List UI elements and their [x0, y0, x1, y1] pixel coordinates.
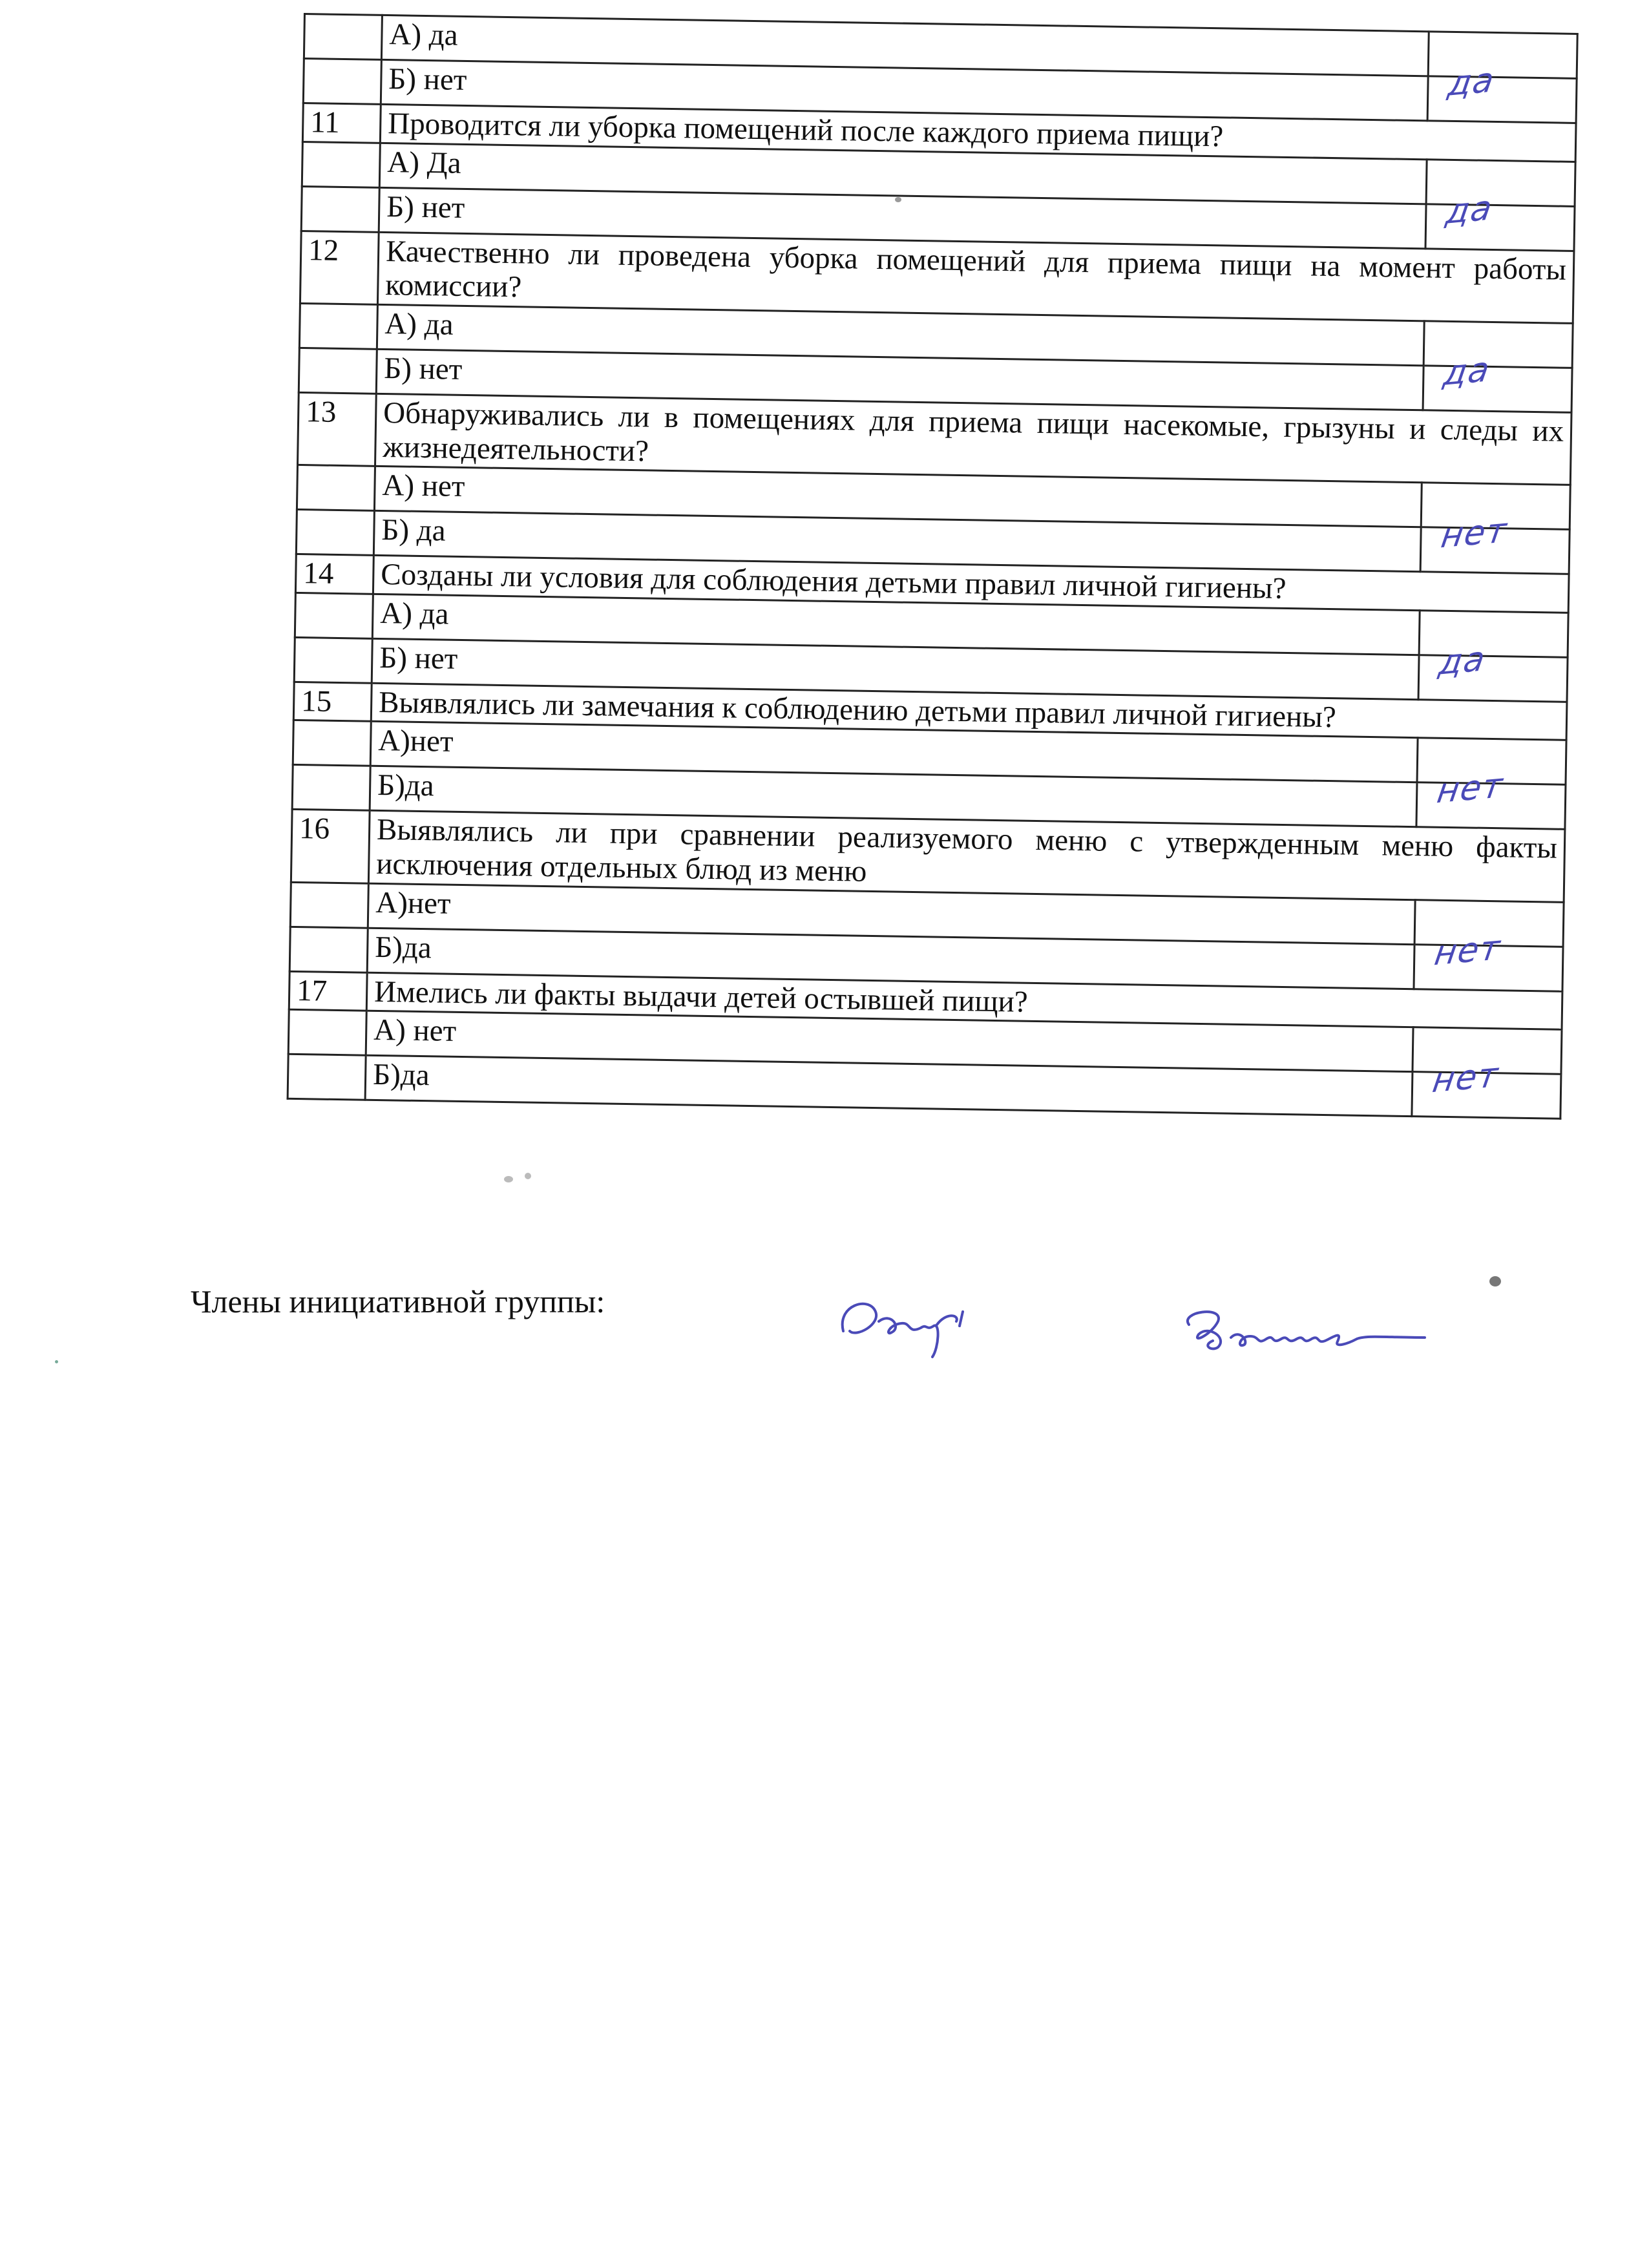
question-text: Выявлялись ли замечания к соблюдению детьми правил личной гигиены?: [371, 683, 1567, 740]
survey-table-wrapper: [287, 13, 1577, 1120]
answer-cell: [1418, 639, 1568, 702]
scan-speck: [895, 197, 901, 202]
initiative-group-label: Члены инициативной группы:: [191, 1283, 605, 1319]
question-text: Обнаруживались ли в помещениях для приема пищи насекомые, грызуны и следы их жизнедеятельности?: [375, 394, 1571, 485]
scan-speck: [1489, 1276, 1501, 1286]
handwritten-answer: нет: [1438, 510, 1511, 556]
answer-cell: [1427, 60, 1577, 123]
signature-2: [1173, 1299, 1444, 1383]
question-number: [304, 14, 382, 60]
option-text: А) да: [377, 304, 1424, 365]
answer-cell: [1425, 188, 1575, 251]
answer-cell: [1420, 510, 1570, 574]
handwritten-answer: нет: [1431, 928, 1504, 974]
question-number: 15: [293, 682, 372, 722]
question-number: [288, 1055, 366, 1100]
option-text: Б) нет: [379, 187, 1426, 248]
question-text: Имелись ли факты выдачи детей остывшей пищи?: [366, 972, 1562, 1030]
question-number: [289, 927, 368, 972]
question-number: [290, 882, 368, 928]
option-text: Б) нет: [381, 59, 1428, 120]
survey-table: [287, 13, 1579, 1120]
question-text: Созданы ли условия для соблюдения детьми правил личной гигиены?: [373, 555, 1569, 613]
option-text: Б) да: [373, 510, 1421, 571]
question-number: [296, 510, 374, 556]
question-text: Проводится ли уборка помещений после каждого приема пищи?: [380, 104, 1576, 162]
question-text: Выявлялись ли при сравнении реализуемого меню с утвержденным меню факты исключения отдельных блюд из меню: [368, 811, 1565, 902]
option-text: А)нет: [370, 722, 1418, 782]
option-text: Б) нет: [376, 349, 1423, 410]
answer-cell: [1416, 766, 1566, 830]
question-number: 14: [295, 554, 373, 594]
option-text: А) нет: [374, 466, 1422, 527]
option-text: А) нет: [366, 1011, 1413, 1071]
question-number: [295, 593, 373, 638]
survey-table-body: [288, 14, 1577, 1119]
handwritten-answer: нет: [1429, 1055, 1502, 1101]
handwritten-answer: нет: [1434, 766, 1507, 812]
scan-speck: [504, 1176, 513, 1182]
handwritten-answer: да: [1436, 639, 1489, 683]
question-number: 17: [289, 971, 367, 1011]
option-text: А) Да: [379, 143, 1427, 204]
question-text: Качественно ли проведена уборка помещений для приема пищи на момент работы комиссии?: [377, 232, 1574, 323]
option-text: Б)да: [367, 928, 1414, 989]
option-text: Б)да: [365, 1055, 1413, 1116]
option-text: Б) нет: [372, 638, 1419, 699]
question-number: [301, 186, 379, 232]
option-text: А)нет: [368, 883, 1415, 944]
handwritten-answer: да: [1445, 60, 1498, 105]
option-text: А) да: [372, 594, 1420, 655]
answer-cell: [1423, 350, 1572, 413]
question-number: [288, 1010, 366, 1056]
option-text: Б)да: [370, 766, 1417, 827]
question-number: [303, 59, 381, 105]
question-number: 16: [291, 810, 370, 883]
handwritten-answer: да: [1443, 188, 1496, 232]
answer-cell: [1412, 1055, 1561, 1119]
question-number: 11: [302, 103, 381, 143]
answer-cell: [1414, 928, 1563, 991]
option-text: А) да: [381, 15, 1429, 76]
scan-speck: [525, 1173, 531, 1179]
question-number: [292, 765, 370, 811]
scan-speck: [55, 1360, 58, 1363]
question-number: [297, 465, 375, 511]
question-number: 13: [298, 392, 377, 466]
question-number: [302, 142, 380, 187]
question-number: [294, 637, 372, 683]
signature-1: [830, 1286, 1050, 1370]
handwritten-answer: да: [1440, 350, 1493, 394]
question-number: [299, 303, 377, 349]
question-number: [299, 348, 377, 394]
question-number: 12: [300, 231, 379, 304]
question-number: [293, 720, 371, 766]
